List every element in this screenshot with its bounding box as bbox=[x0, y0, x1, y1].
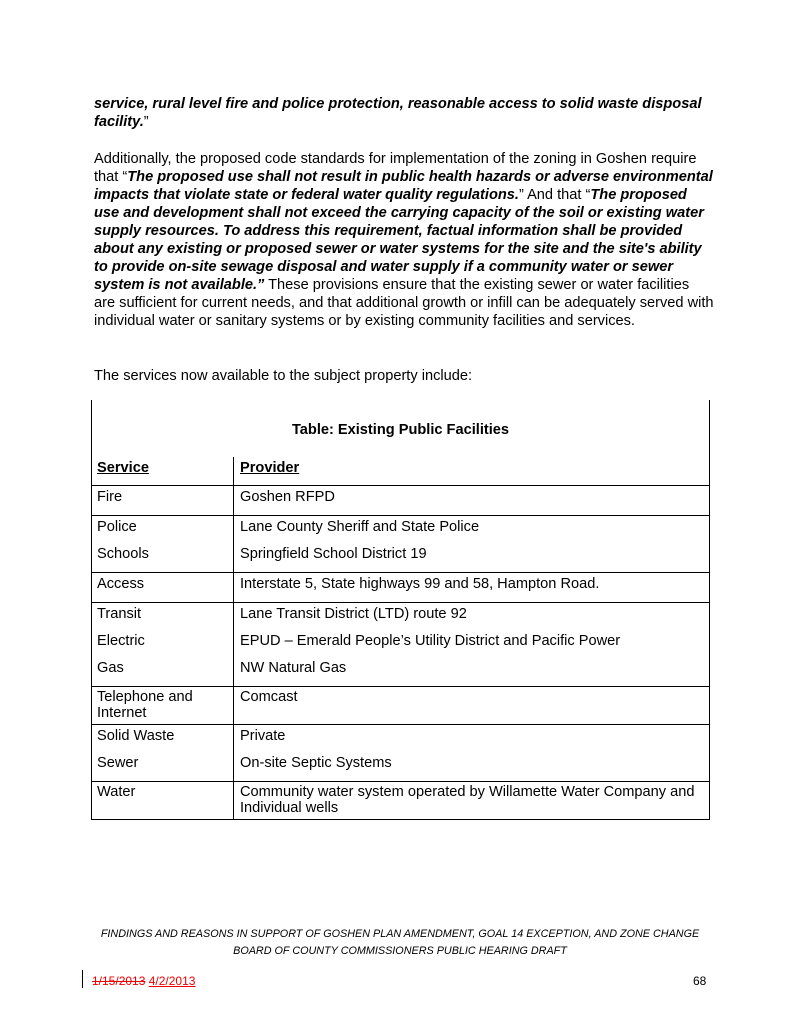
quote: The proposed use and development shall not exceed the carrying capacity of the soil or existing water supply resources. To address this requirement, factual information shall be provided about any existing or proposed sewer or water systems for the site and the site's ability to provide on-site sewage disposal and water supply if a community water or sewer system is not available.” bbox=[94, 187, 704, 293]
table-row bbox=[92, 725, 709, 782]
text: These provisions ensure that the existing sewer or water facilities are sufficient for current needs, and that additional growth or infill can be adequately served with individual water or sanitary systems or by existing community facilities and services. bbox=[94, 277, 714, 329]
table-row bbox=[92, 687, 709, 725]
service-cell bbox=[92, 486, 234, 515]
table-row bbox=[92, 573, 709, 603]
provider-cell bbox=[234, 687, 709, 724]
table-caption: Table: Existing Public Facilities bbox=[291, 421, 510, 438]
quote-mark: ” bbox=[143, 114, 149, 130]
service-text: Solid Waste bbox=[97, 728, 175, 744]
service-cell bbox=[92, 573, 234, 602]
revision-date bbox=[92, 972, 195, 990]
provider-text: NW Natural Gas bbox=[240, 660, 347, 676]
footer-line-1: FINDINGS AND REASONS IN SUPPORT OF GOSHEN PLAN AMENDMENT, GOAL 14 EXCEPTION, AND ZONE CHANGE bbox=[100, 928, 700, 940]
public-facilities-table bbox=[91, 400, 710, 820]
provider-text: Comcast bbox=[240, 689, 298, 705]
footer-line-2: BOARD OF COUNTY COMMISSIONERS PUBLIC HEARING DRAFT bbox=[233, 945, 567, 957]
service-text: Electric bbox=[97, 633, 145, 649]
service-text: Gas bbox=[97, 660, 124, 676]
service-text: Telephone and Internet bbox=[97, 689, 193, 721]
service-text: Water bbox=[97, 784, 136, 800]
provider-cell bbox=[234, 516, 709, 572]
service-cell bbox=[92, 725, 234, 781]
table-row bbox=[92, 486, 709, 516]
page-number: 68 bbox=[693, 974, 707, 988]
service-cell bbox=[92, 516, 234, 572]
service-cell bbox=[92, 603, 234, 686]
table-row bbox=[92, 516, 709, 573]
provider-text: On-site Septic Systems bbox=[240, 755, 392, 771]
provider-text: Community water system operated by Willamette Water Company and Individual wells bbox=[240, 784, 695, 816]
service-text: Transit bbox=[97, 606, 142, 622]
provider-text: Lane Transit District (LTD) route 92 bbox=[240, 606, 467, 622]
service-cell bbox=[92, 782, 234, 819]
service-text: Fire bbox=[97, 489, 123, 505]
provider-text: Springfield School District 19 bbox=[240, 546, 427, 562]
table-body bbox=[92, 486, 709, 820]
provider-cell bbox=[234, 782, 709, 819]
provider-text: Goshen RFPD bbox=[240, 489, 335, 505]
provider-cell bbox=[234, 573, 709, 602]
provider-cell bbox=[234, 486, 709, 515]
service-cell bbox=[92, 687, 234, 724]
provider-text: Interstate 5, State highways 99 and 58, Hampton Road. bbox=[240, 576, 600, 592]
footer bbox=[0, 926, 800, 960]
text: Additionally, the proposed code standards for implementation of the zoning in Goshen require that “ bbox=[94, 151, 697, 185]
provider-cell bbox=[234, 725, 709, 781]
service-text: Sewer bbox=[97, 755, 139, 771]
text: ” And that “ bbox=[518, 187, 591, 203]
table-row bbox=[92, 603, 709, 687]
provider-text: Lane County Sheriff and State Police bbox=[240, 519, 480, 535]
table-row bbox=[92, 782, 709, 820]
intro-quote: service, rural level fire and police protection, reasonable access to solid waste disposal facility. bbox=[94, 96, 702, 130]
revision-bar bbox=[82, 970, 83, 988]
header-service: Service bbox=[92, 457, 234, 485]
new-date: 4/2/2013 bbox=[148, 974, 196, 988]
provider-cell bbox=[234, 603, 709, 686]
provider-text: EPUD – Emerald People’s Utility District and Pacific Power bbox=[240, 633, 621, 649]
services-intro: The services now available to the subject property include: bbox=[94, 368, 473, 384]
intro-paragraph bbox=[94, 95, 714, 131]
service-text: Police bbox=[97, 519, 137, 535]
table-header-row bbox=[92, 457, 709, 486]
header-provider: Provider bbox=[240, 460, 300, 476]
old-date: 1/15/2013 bbox=[92, 974, 146, 988]
provider-text: Private bbox=[240, 728, 286, 744]
service-text: Schools bbox=[97, 546, 149, 562]
requirements-paragraph bbox=[94, 150, 714, 330]
service-text: Access bbox=[97, 576, 145, 592]
quote: The proposed use shall not result in public health hazards or adverse environmental impacts that violate state or federal water quality regulations. bbox=[94, 169, 713, 203]
